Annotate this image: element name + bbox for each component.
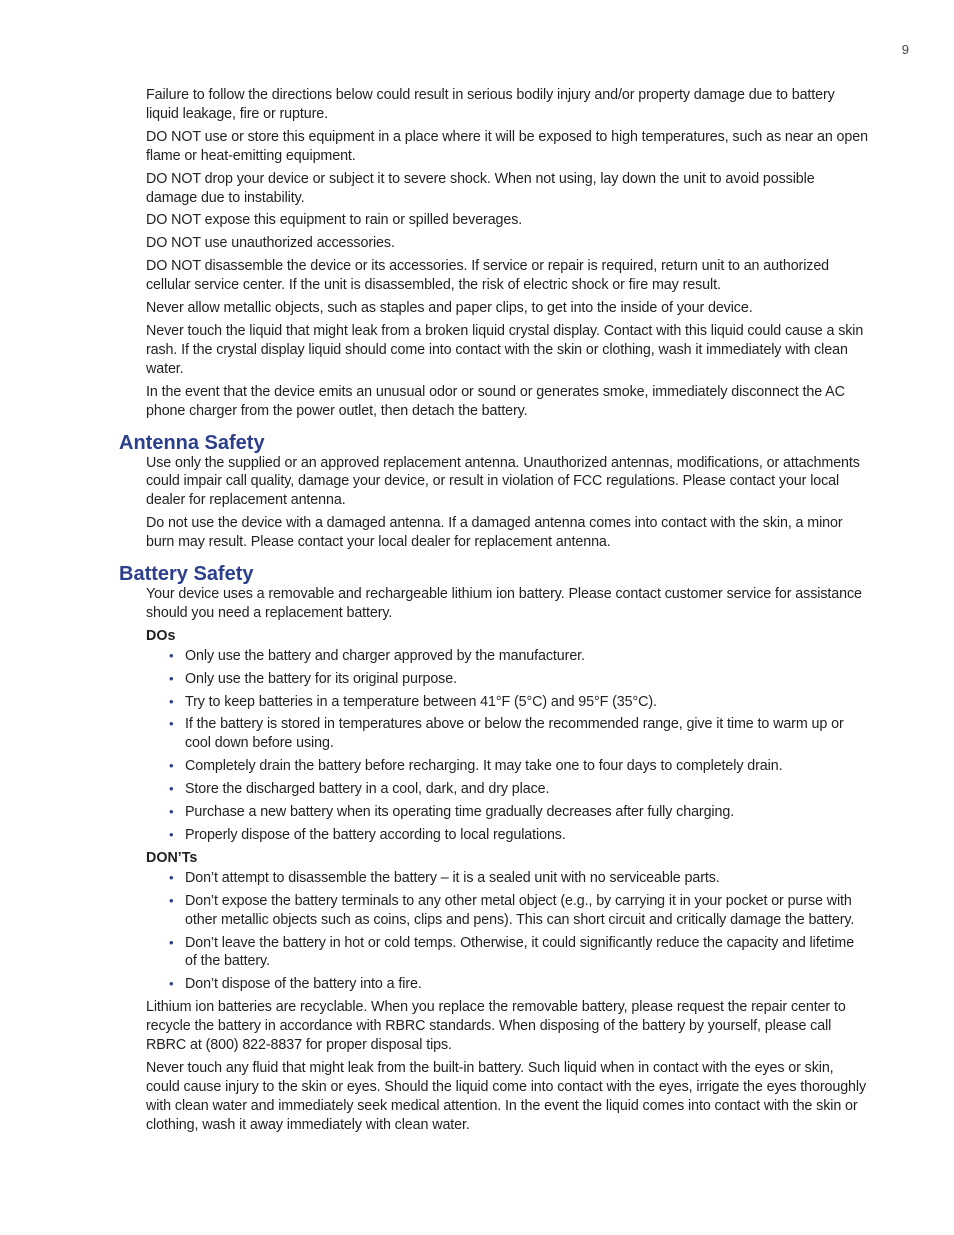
bullet-dot-icon: • xyxy=(169,892,174,908)
intro-paragraph: DO NOT disassemble the device or its accessories. If service or repair is required, return unit to an authorized cellular service center. If the unit is disassembled, the risk of electric shock or fire may result. xyxy=(146,258,830,294)
bullet-dot-icon: • xyxy=(169,758,174,774)
list-item-text: Completely drain the battery before recharging. It may take one to four days to completely drain. xyxy=(185,758,783,775)
bullet-dot-icon: • xyxy=(169,827,174,842)
page-content xyxy=(119,86,868,1139)
list-item xyxy=(169,934,868,972)
antenna-paragraph: Use only the supplied or an approved replacement antenna. Unauthorized antennas, modifications, or attachments could impair call quality, damage your device, or result in violation of FCC regulations. Please contact your local dealer for replacement antenna. xyxy=(146,454,860,509)
list-item-text: Purchase a new battery when its operating time gradually decreases after fully charging. xyxy=(185,804,735,821)
intro-paragraph: DO NOT use or store this equipment in a place where it will be exposed to high temperatures, such as near an open flame or heat-emitting equipment. xyxy=(146,128,868,164)
intro-paragraph: In the event that the device emits an unusual odor or sound or generates smoke, immediately disconnect the AC phone charger from the power outlet, then detach the battery. xyxy=(146,383,845,419)
list-item-text: Don’t attempt to disassemble the battery – it is a sealed unit with no serviceable parts. xyxy=(185,869,720,886)
list-item-text: Try to keep batteries in a temperature between 41°F (5°C) and 95°F (35°C). xyxy=(185,693,657,710)
donts-list xyxy=(146,869,868,994)
list-item xyxy=(169,826,868,845)
list-item-text: If the battery is stored in temperatures above or below the recommended range, give it time to warm up or cool down before using. xyxy=(185,716,844,752)
page-number: 9 xyxy=(901,42,909,57)
list-item xyxy=(169,670,868,689)
list-item-text: Only use the battery for its original purpose. xyxy=(185,670,457,687)
donts-label: DON’Ts xyxy=(146,849,198,866)
list-item xyxy=(169,975,868,994)
intro-paragraph: Failure to follow the directions below could result in serious bodily injury and/or property damage due to battery liquid leakage, fire or rupture. xyxy=(146,87,835,122)
intro-paragraph: Never allow metallic objects, such as staples and paper clips, to get into the inside of your device. xyxy=(146,300,753,317)
bullet-dot-icon: • xyxy=(169,781,174,797)
list-item xyxy=(169,693,868,712)
battery-intro: Your device uses a removable and rechargeable lithium ion battery. Please contact customer service for assistance should you need a replacement battery. xyxy=(146,586,862,621)
bullet-dot-icon: • xyxy=(169,804,174,820)
list-item-text: Store the discharged battery in a cool, dark, and dry place. xyxy=(185,781,550,798)
bullet-dot-icon: • xyxy=(169,934,174,950)
bullet-dot-icon: • xyxy=(169,869,174,885)
list-item-text: Properly dispose of the battery according to local regulations. xyxy=(185,827,566,843)
list-item-text: Only use the battery and charger approved by the manufacturer. xyxy=(185,647,585,664)
list-item xyxy=(169,803,868,822)
list-item-text: Don’t leave the battery in hot or cold temps. Otherwise, it could significantly reduce the capacity and lifetime of the battery. xyxy=(185,934,855,970)
bullet-dot-icon: • xyxy=(169,976,174,992)
list-item xyxy=(169,869,868,888)
antenna-safety-heading: Antenna Safety xyxy=(119,431,265,454)
dos-list xyxy=(146,647,868,845)
list-item-text: Don’t expose the battery terminals to any other metal object (e.g., by carrying it in your pocket or purse with other metallic objects such as coins, clips and pens). This can short circuit and critically damage the battery. xyxy=(185,892,855,928)
list-item xyxy=(169,757,868,776)
intro-paragraph: DO NOT use unauthorized accessories. xyxy=(146,235,395,252)
bullet-dot-icon: • xyxy=(169,693,174,709)
bullet-dot-icon: • xyxy=(169,647,174,663)
list-item xyxy=(169,647,868,666)
bullet-dot-icon: • xyxy=(169,716,174,732)
list-item xyxy=(169,715,868,753)
intro-paragraph: Never touch the liquid that might leak from a broken liquid crystal display. Contact with this liquid could cause a skin rash. If the crystal display liquid should come into contact with the skin or clothing, wash it immediately with clean water. xyxy=(146,322,864,377)
battery-closing-paragraph: Lithium ion batteries are recyclable. When you replace the removable battery, please request the repair center to recycle the battery in accordance with RBRC standards. When disposing of the battery by yourself, please call RBRC at (800) 822-8837 for proper disposal tips. xyxy=(146,999,846,1054)
battery-safety-heading: Battery Safety xyxy=(119,563,254,586)
intro-paragraph: DO NOT drop your device or subject it to severe shock. When not using, lay down the unit to avoid possible damage due to instability. xyxy=(146,170,815,206)
intro-paragraph: DO NOT expose this equipment to rain or spilled beverages. xyxy=(146,212,523,229)
dos-label: DOs xyxy=(146,627,176,644)
battery-closing-paragraph: Never touch any fluid that might leak from the built-in battery. Such liquid when in contact with the eyes or skin, could cause injury to the skin or eyes. Should the liquid come into contact with the eyes, irrigate the eyes thoroughly with clean water and immediately seek medical attention. In the event the liquid comes into contact with the skin or clothing, wash it away immediately with clean water. xyxy=(146,1059,867,1133)
list-item xyxy=(169,892,868,930)
list-item-text: Don’t dispose of the battery into a fire. xyxy=(185,976,422,993)
list-item xyxy=(169,780,868,799)
antenna-paragraph: Do not use the device with a damaged antenna. If a damaged antenna comes into contact with the skin, a minor burn may result. Please contact your local dealer for replacement antenna. xyxy=(146,515,843,551)
bullet-dot-icon: • xyxy=(169,670,174,686)
